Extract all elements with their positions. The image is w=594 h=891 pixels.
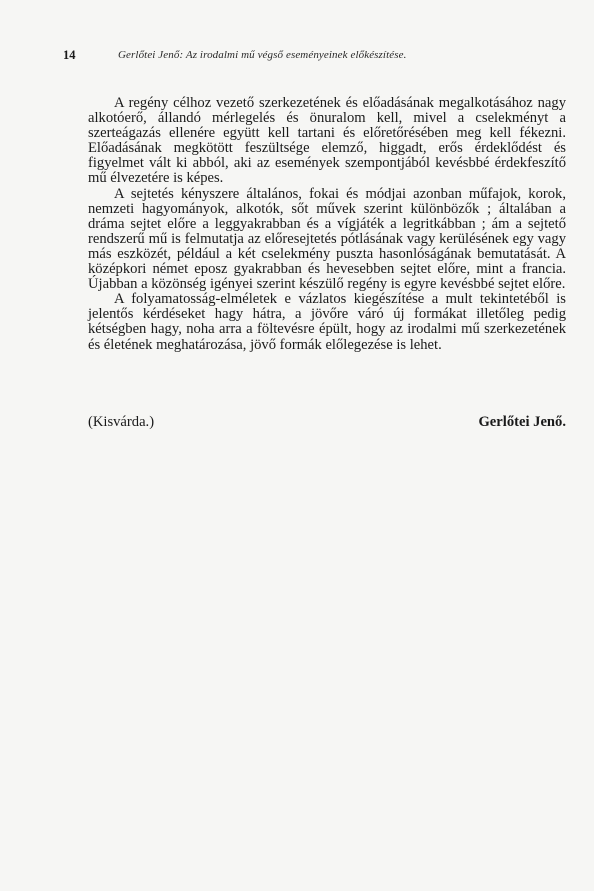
signature-line bbox=[88, 414, 566, 432]
paragraph: A sejtetés kényszere általános, fokai és módjai azonban műfajok, korok, nemzeti hagyományok, alkotók, sőt művek szerint különbözők ; általában a dráma sejtet előre a leggyakrabban és a vígjáték a legritkábban ; ám a sejtető rendszerű mű is felmutatja az előresejtetés pótlásának vagy kerülésének egy vagy más eszközét, például a két cselekmény puszta hasonlóságának bemutatását. A középkori német eposz gyakrabban és hevesebben sejtet előre, mint a francia. Újabban a közönség igényei szerint készülő regény is egyre kevésbbé sejtet előre. bbox=[88, 185, 566, 293]
signature-author: Gerlőtei Jenő. bbox=[478, 414, 566, 430]
signature-place: (Kisvárda.) bbox=[88, 414, 155, 430]
paragraph: A folyamatosság-elméletek e vázlatos kiegészítése a mult tekintetéből is jelentős kérdéseket hagy hátra, a jövőre váró új formákat illetőleg pedig kétségben hagy, noha arra a föltevésre épült, hogy az irodalmi mű szerkezetének és életének meghatározása, jövő formák előlegezése is lehet. bbox=[88, 291, 566, 353]
paragraph: A regény célhoz vezető szerkezetének és előadásának megalkotásához nagy alkotóerő, állandó mérlegelés és önuralom kell, mivel a cselekményt a szerteágazás ellenére együtt kell tartani és előretőrésében meg kell fékezni. Előadásának megkötött feszültsége elemző, higgadt, erős érdeklődést és figyelmet vált ki abból, aki az események szempontjából kevésbbé érdekfeszítő mű élvezetére is képes. bbox=[88, 95, 566, 187]
article-body bbox=[88, 96, 566, 353]
page-header bbox=[63, 48, 508, 64]
page-number: 14 bbox=[63, 48, 76, 62]
running-head: Gerlőtei Jenő: Az irodalmi mű végső eseményeinek előkészítése. bbox=[118, 49, 407, 61]
